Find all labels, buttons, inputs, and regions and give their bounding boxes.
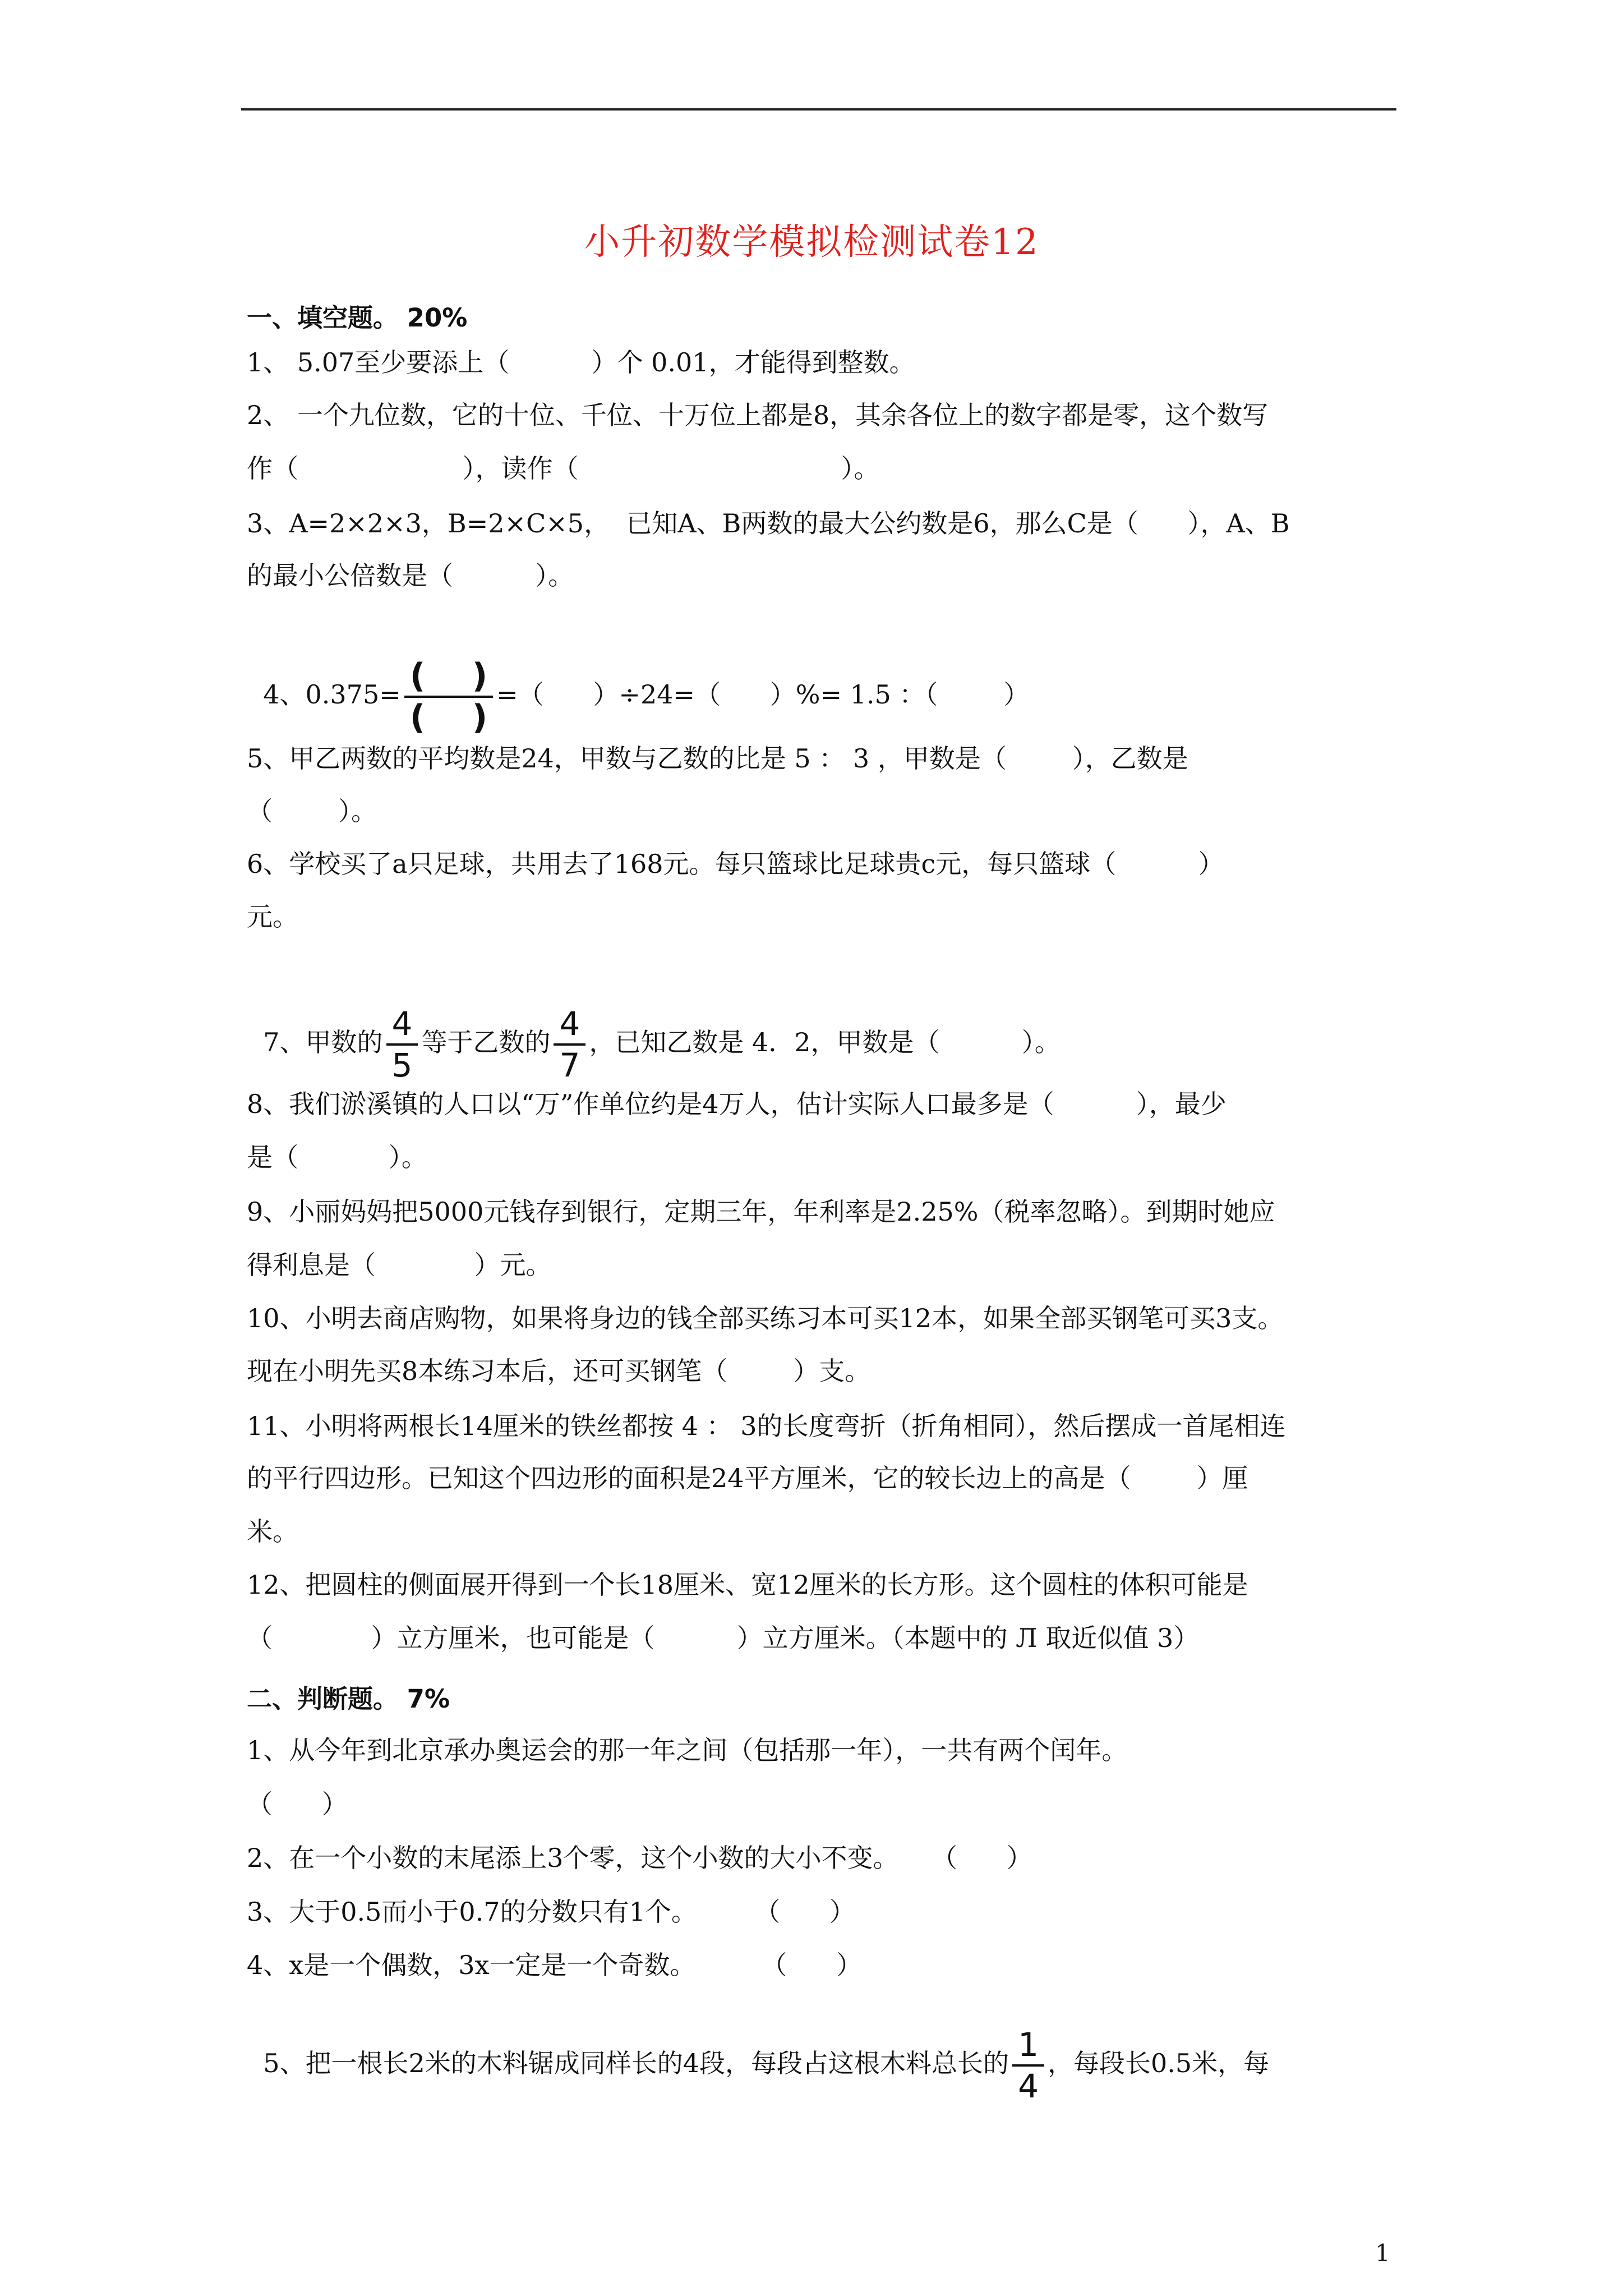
question-1-11-line-3: 米。 — [247, 1516, 298, 1547]
question-1-7-part-b: 等于乙数的 — [421, 1027, 551, 1057]
question-1-6-line-2: 元。 — [247, 901, 298, 932]
question-2-4: 4、x是一个偶数，3x一定是一个奇数。 （ ） — [247, 1950, 863, 1980]
fraction-denominator: 5 — [391, 1046, 413, 1084]
fraction-numerator: ( ) — [404, 656, 493, 698]
question-2-2: 2、在一个小数的末尾添上3个零，这个小数的大小不变。 （ ） — [247, 1843, 1032, 1873]
question-1-9-line-2: 得利息是（ ）元。 — [247, 1250, 552, 1280]
fraction-numerator: 4 — [554, 1004, 585, 1046]
question-2-5 — [247, 1991, 1269, 2106]
question-1-7 — [247, 970, 1061, 1085]
question-1-4-suffix: =（ ）÷24=（ ）%= 1.5 ：（ ） — [496, 679, 1030, 710]
question-1-1: 1、 5.07至少要添上（ ）个 0.01，才能得到整数。 — [247, 347, 915, 378]
question-1-3-line-2: 的最小公倍数是（ ）。 — [247, 560, 574, 591]
question-1-11-line-1: 11、小明将两根长14厘米的铁丝都按 4 ： 3的长度弯折（折角相同），然后摆成一首尾相连 — [247, 1411, 1286, 1441]
question-1-5-line-1: 5、甲乙两数的平均数是24，甲数与乙数的比是 5 ： 3 ，甲数是（ ），乙数是 — [247, 743, 1188, 774]
question-1-4-prefix: 4、0.375= — [263, 679, 401, 710]
fraction-denominator: 7 — [559, 1046, 580, 1084]
section-1-heading: 一、填空题。 20% — [247, 303, 468, 333]
fraction-numerator: 4 — [386, 1004, 418, 1046]
question-2-5-part-a: 5、把一根长2米的木料锯成同样长的4段，每段占这根木料总长的 — [263, 2048, 1009, 2078]
question-2-3: 3、大于0.5而小于0.7的分数只有1个。 （ ） — [247, 1897, 855, 1927]
question-1-12-line-2: （ ）立方厘米，也可能是（ ）立方厘米。（本题中的 Л 取近似值 3） — [247, 1623, 1200, 1653]
fraction-denominator: 4 — [1018, 2067, 1039, 2105]
question-1-7-part-a: 7、甲数的 — [263, 1027, 383, 1057]
question-1-12-line-1: 12、把圆柱的侧面展开得到一个长18厘米、宽12厘米的长方形。这个圆柱的体积可能是 — [247, 1570, 1248, 1600]
question-1-2-line-2: 作（ ），读作（ ）。 — [247, 453, 880, 484]
question-1-8-line-2: 是（ ）。 — [247, 1142, 427, 1172]
question-2-1-line-2: （ ） — [247, 1789, 348, 1819]
question-1-2-line-1: 2、 一个九位数，它的十位、千位、十万位上都是8，其余各位上的数字都是零，这个数写 — [247, 400, 1269, 430]
header-rule — [241, 108, 1396, 111]
question-1-6-line-1: 6、学校买了a只足球，共用去了168元。每只篮球比足球贵c元，每只篮球（ ） — [247, 849, 1224, 879]
question-1-10-line-2: 现在小明先买8本练习本后，还可买钢笔（ ）支。 — [247, 1356, 871, 1386]
question-1-9-line-1: 9、小丽妈妈把5000元钱存到银行，定期三年，年利率是2.25%（税率忽略）。到期时她应 — [247, 1197, 1275, 1227]
fraction-denominator: ( ) — [409, 698, 488, 737]
question-2-1-line-1: 1、从今年到北京承办奥运会的那一年之间（包括那一年），一共有两个闰年。 — [247, 1735, 1128, 1765]
fraction-numerator: 1 — [1012, 2025, 1044, 2067]
question-1-10-line-1: 10、小明去商店购物，如果将身边的钱全部买练习本可买12本，如果全部买钢笔可买3支。 — [247, 1303, 1284, 1333]
question-2-5-part-b: ，每段长0.5米，每 — [1047, 2048, 1270, 2078]
section-2-heading: 二、判断题。 7% — [247, 1684, 450, 1714]
fraction-four-fifths — [386, 1004, 418, 1085]
question-1-4 — [247, 623, 1029, 737]
page-title: 小升初数学模拟检测试卷12 — [584, 222, 1039, 263]
question-1-7-part-c: ，已知乙数是 4．2，甲数是（ ）。 — [589, 1027, 1061, 1057]
question-1-4-fraction — [404, 656, 493, 737]
question-1-3-line-1: 3、A=2×2×3，B=2×C×5， 已知A、B两数的最大公约数是6，那么C是（ ），A、B — [247, 508, 1290, 539]
question-1-5-line-2: （ ）。 — [247, 796, 377, 826]
question-1-11-line-2: 的平行四边形。已知这个四边形的面积是24平方厘米，它的较长边上的高是（ ）厘 — [247, 1463, 1248, 1493]
question-1-8-line-1: 8、我们淤溪镇的人口以“万”作单位约是4万人，估计实际人口最多是（ ），最少 — [247, 1089, 1227, 1119]
fraction-one-quarter — [1012, 2025, 1044, 2106]
fraction-four-sevenths — [554, 1004, 585, 1085]
page-number: 1 — [1375, 2239, 1390, 2267]
